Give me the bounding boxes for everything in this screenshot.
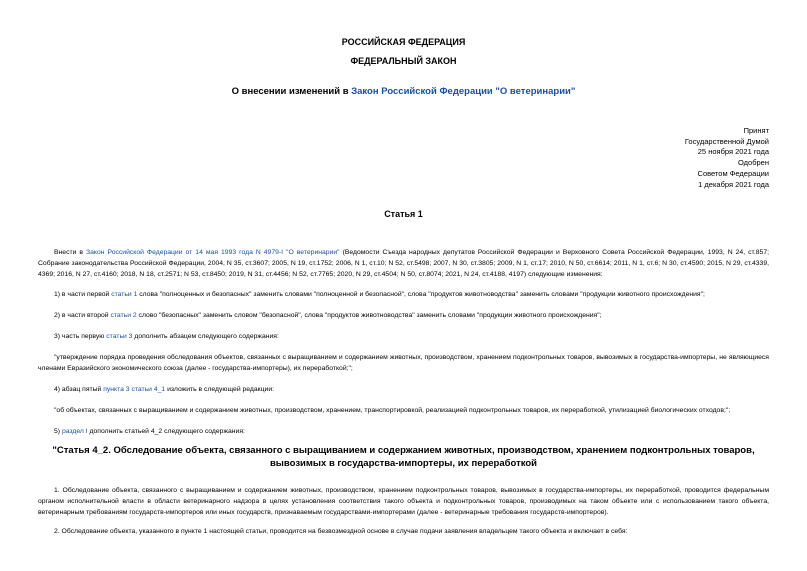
quote-2 [38, 405, 769, 416]
intro-text-cont: (Ведомости Съезда народных депутатов Российской Федерации и Верховного Совета Российской Федерации, 1993, N 24, ст.857; Собрание законодательства Российской Федерации, 2004, N 35, ст.3607; 2005, N 19, ст.1752; 2006, N 1, ст.10; N 52, ст.5498; 2007, N 30, ст.3805; 2009, N 1, ст.17; 2010, N 50, ст.6614; 2011, N 1, ст.6; N 30, ст.4590; 2015, N 29, ст.4339, 4369; 2016, N 27, ст.4160; 2018, N 18, ст.2571; N 53, ст.8450; 2019, N 31, ст.4456; N 52, ст.7765; 2020, N 29, ст.4504; N 50, ст.8074; 2021, N 24, ст.4188, 4197) следующие изменения: [38, 249, 769, 278]
law-reference-link[interactable]: Закон Российской Федерации от 14 мая 1993 года N 4979-I "О ветеринарии" [86, 249, 340, 256]
point-1-text: 1. Обследование объекта, связанного с выращиванием и содержанием животных, производством, хранением подконтрольных товаров, вывозимых в государства-импортеры, их переработкой, проводится федеральным органом исполнительной власти в области ветеринарного надзора в целях установления соответствия такого объекта и подконтрольных товаров, производимых на таком объекте или с использованием такого объекта, ветеринарным требованиям государств-импортеров или иных государств, признаваемым государствами-импортерами (далее - ветеринарные требования государств-импортеров). [38, 487, 769, 516]
quote-1-text: "утверждение порядка проведения обследования объектов, связанных с выращиванием и содержанием животных, производством, хранением подконтрольных товаров, вывозимых в государства-импортеры, не являющиеся членами Евразийского экономического союза (далее - государства-импортеры), их переработкой;"; [38, 354, 769, 372]
item-2 [38, 310, 769, 321]
law-title [0, 86, 807, 97]
article-4-2-heading: "Статья 4_2. Обследование объекта, связанного с выращиванием и содержанием животных, производством, хранением подконтрольных товаров, вывозимых в государства-импортеры, их переработкой [52, 445, 755, 469]
item-5-text: 5) [54, 428, 62, 435]
article-3-link[interactable]: статьи 3 [106, 333, 133, 340]
article-2-link[interactable]: статьи 2 [110, 312, 137, 319]
item-2-text: 2) в части второй [54, 312, 111, 319]
section-1-link[interactable]: раздел I [61, 428, 88, 435]
item-1-text: 1) в части первой [54, 291, 112, 298]
intro-text: Внести в [54, 249, 87, 256]
article-1-link[interactable]: статьи 1 [111, 291, 138, 298]
law-type-heading: ФЕДЕРАЛЬНЫЙ ЗАКОН [350, 56, 457, 66]
article-4-1-link[interactable]: пункта 3 статьи 4_1 [103, 386, 166, 393]
item-1 [38, 289, 769, 300]
adoption-line: Принят [743, 126, 769, 135]
adoption-line: 1 декабря 2021 года [698, 179, 769, 189]
item-2-text-cont: слово "безопасных" заменить словом "безопасной", слова "продуктов животноводства" заменить словами "продукции животного происхождения"; [136, 312, 602, 319]
quote-1 [38, 352, 769, 374]
item-3-text-cont: дополнить абзацем следующего содержания: [132, 333, 279, 340]
adoption-line: Одобрен [738, 158, 769, 168]
quote-2-text: "об объектах, связанных с выращиванием и содержанием животных, производством, хранением, транспортировкой, реализацией подконтрольных товаров, их переработкой, утилизацией биологических отходов;"; [54, 407, 731, 414]
point-2-text: 2. Обследование объекта, указанного в пункте 1 настоящей статьи, проводится на безвозмездной основе в случае подачи заявления владельцем такого объекта и включает в себя: [54, 528, 628, 535]
law-title-text: О внесении изменений в [231, 86, 352, 97]
law-title-link[interactable]: Закон Российской Федерации "О ветеринарии" [351, 86, 576, 97]
item-5 [38, 426, 769, 437]
item-3-text: 3) часть первую [54, 333, 107, 340]
article-4-2-point-2 [38, 526, 769, 537]
article-heading: Статья 1 [384, 209, 423, 219]
adoption-line: 25 ноября 2021 года [697, 147, 769, 157]
item-4-text-cont: изложить в следующей редакции: [165, 386, 275, 393]
article-4-2-point-1 [38, 485, 769, 518]
adoption-line: Государственной Думой [684, 136, 769, 146]
item-3 [38, 331, 769, 342]
item-1-text-cont: слова "полноценных и безопасных" заменить словами "полноценной и безопасной", слова "продуктов животноводства" заменить словами "продукции животного происхождения"; [137, 291, 705, 298]
item-4-text: 4) абзац пятый [54, 386, 104, 393]
country-heading: РОССИЙСКАЯ ФЕДЕРАЦИЯ [341, 37, 466, 47]
item-4 [38, 384, 769, 395]
intro-paragraph [38, 247, 769, 280]
adoption-line: Советом Федерации [697, 168, 769, 178]
item-5-text-cont: дополнить статьей 4_2 следующего содержания: [87, 428, 245, 435]
adoption-block [685, 126, 769, 190]
